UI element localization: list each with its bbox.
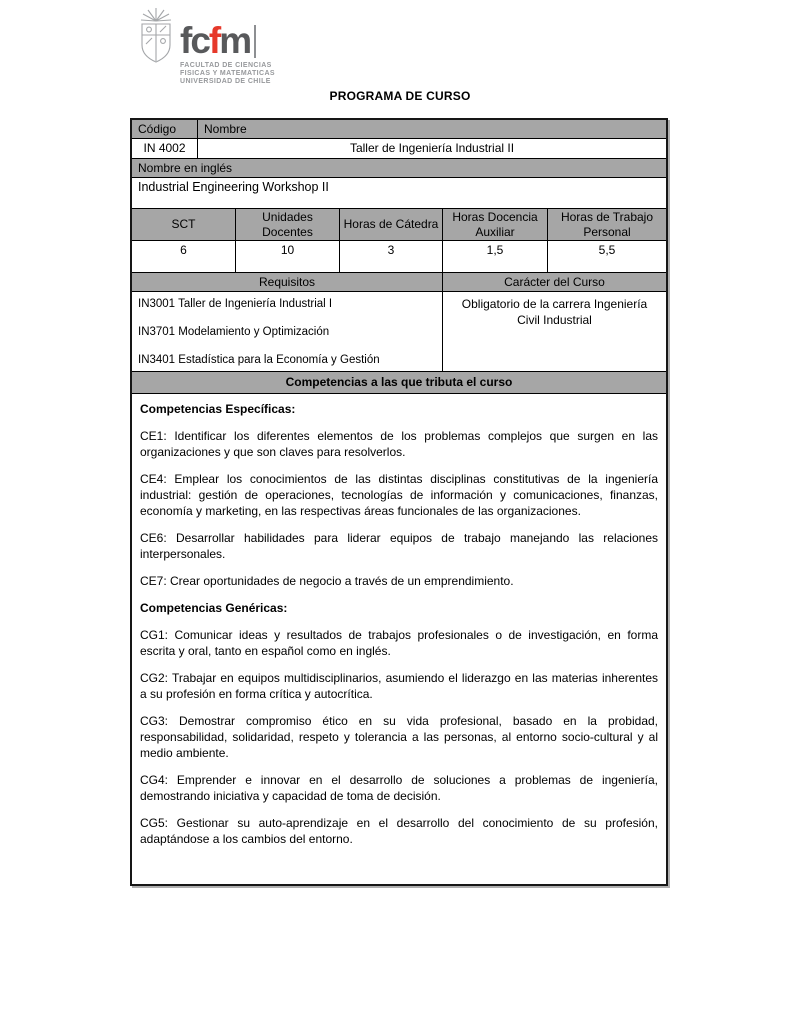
horas-catedra-value: 3 (340, 241, 443, 273)
competencias-section-header-row (132, 372, 666, 394)
faculty-line: FACULTAD DE CIENCIAS (180, 62, 272, 69)
faculty-line: UNIVERSIDAD DE CHILE (180, 78, 271, 85)
horas-trabajo-header-cell: Horas de Trabajo Personal (548, 209, 666, 241)
nombre-value: Taller de Ingeniería Industrial II (198, 139, 666, 159)
requisitos-header-row (132, 273, 666, 292)
competencias-content-row (132, 394, 666, 884)
nombre-ingles-header-cell: Nombre en inglés (132, 159, 666, 178)
faculty-line: FISICAS Y MATEMATICAS (180, 70, 275, 77)
code-name-value-row (132, 139, 666, 159)
fcfm-letter-f-red: f (208, 20, 220, 61)
horas-trabajo-value: 5,5 (548, 241, 666, 273)
fcfm-logo (137, 8, 275, 86)
faculty-name (180, 62, 275, 86)
requisito-item: IN3001 Taller de Ingeniería Industrial I (138, 298, 333, 310)
competencia-generica: CG5: Gestionar su auto-aprendizaje en el desarrollo del conocimiento de su profesión, adaptándose a los cambios del entorno. (140, 816, 658, 846)
requisito-item: IN3401 Estadística para la Economía y Gestión (138, 354, 380, 366)
caracter-header-cell: Carácter del Curso (443, 273, 666, 292)
nombre-ingles-value: Industrial Engineering Workshop II (132, 178, 666, 209)
page-title: PROGRAMA DE CURSO (329, 89, 471, 103)
hours-header-row (132, 209, 666, 241)
competencia-generica: CG1: Comunicar ideas y resultados de trabajos profesionales o de investigación, en forma escrita y oral, tanto en español como en inglés. (140, 628, 658, 658)
requisitos-header-cell: Requisitos (132, 273, 443, 292)
english-name-value-row (132, 178, 666, 209)
fcfm-letters-fc: fc (180, 20, 209, 61)
genericas-title: Competencias Genéricas: (140, 601, 288, 615)
logo-divider-bar (254, 25, 256, 58)
sct-value: 6 (132, 241, 236, 273)
codigo-header-cell: Código (132, 120, 198, 139)
competencia-especifica: CE4: Emplear los conocimientos de las distintas disciplinas constitutivas de la ingeniería industrial: gestión de operaciones, tecnologías de información y comunicaciones, finanzas, economía y marketing, en las respectivas áreas funcionales de las organizaciones. (140, 472, 658, 518)
horas-catedra-header-cell: Horas de Cátedra (340, 209, 443, 241)
horas-docencia-value: 1,5 (443, 241, 548, 273)
code-name-header-row (132, 120, 666, 139)
university-crest-icon (137, 8, 175, 66)
codigo-value: IN 4002 (132, 139, 198, 159)
nombre-header-cell: Nombre (198, 120, 666, 139)
competencia-generica: CG2: Trabajar en equipos multidisciplinarios, asumiendo el liderazgo en las materias inherentes a su profesión en forma crítica y autocrítica. (140, 671, 658, 701)
requisito-item: IN3701 Modelamiento y Optimización (138, 326, 330, 338)
horas-docencia-header-cell: Horas Docencia Auxiliar (443, 209, 548, 241)
course-program-table (130, 118, 668, 886)
especificas-title: Competencias Específicas: (140, 402, 296, 416)
logo-text-block (180, 8, 275, 86)
sct-header-cell: SCT (132, 209, 236, 241)
caracter-value: Obligatorio de la carrera Ingeniería Civil Industrial (443, 292, 666, 372)
competencia-generica: CG4: Emprender e innovar en el desarrollo de soluciones a problemas de ingeniería, demostrando iniciativa y capacidad de toma de decisión. (140, 773, 658, 803)
fcfm-letter-m: m (219, 20, 251, 61)
competencia-generica: CG3: Demostrar compromiso ético en su vida profesional, basado en la probidad, responsabilidad, solidaridad, respeto y tolerancia a las personas, al entorno socio-cultural y al medio ambiente. (140, 714, 658, 760)
english-name-header-row (132, 159, 666, 178)
unidades-docentes-header-cell: Unidades Docentes (236, 209, 340, 241)
competencia-especifica: CE1: Identificar los diferentes elementos de los problemas complejos que surgen en las organizaciones y que son claves para resolverlos. (140, 429, 658, 459)
requisitos-value-row (132, 292, 666, 372)
unidades-docentes-value: 10 (236, 241, 340, 273)
competencias-content (132, 394, 666, 884)
requisitos-list (132, 292, 443, 372)
competencias-section-title: Competencias a las que tributa el curso (132, 372, 666, 394)
fcfm-wordmark (180, 20, 275, 61)
competencia-especifica: CE7: Crear oportunidades de negocio a través de un emprendimiento. (140, 574, 514, 588)
hours-value-row (132, 241, 666, 273)
competencia-especifica: CE6: Desarrollar habilidades para liderar equipos de trabajo manejando las relaciones interpersonales. (140, 531, 658, 561)
